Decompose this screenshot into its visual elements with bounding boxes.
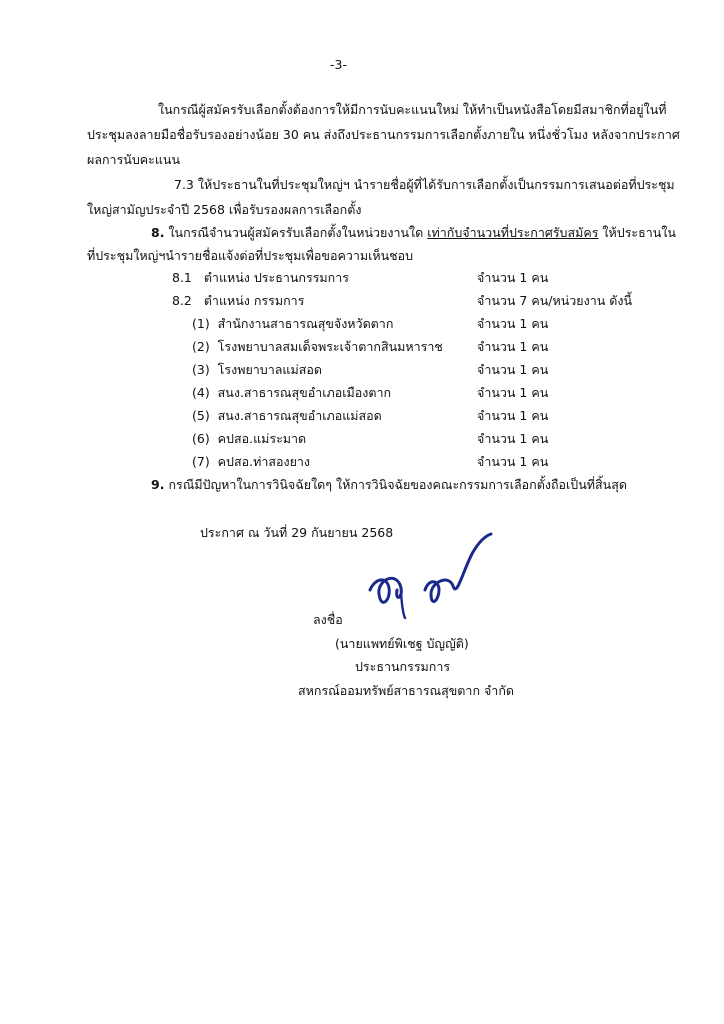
unit-row (192, 314, 393, 334)
position-label: ตำแหน่ง กรรมการ (203, 293, 305, 308)
signer-name: (นายแพทย์พิเชฐ บัญญัติ) (335, 636, 469, 651)
para-8-text-a: ในกรณีจำนวนผู้สมัครรับเลือกตั้งในหน่วยงานใด (168, 225, 424, 240)
para-8-line-1 (151, 223, 676, 243)
para-7-3-line-2: ใหญ่สามัญประจำปี 2568 เพื่อรับรองผลการเลือกตั้ง (87, 202, 362, 217)
unit-no: (5) (192, 408, 210, 423)
announcement-date: ประกาศ ณ วันที่ 29 กันยายน 2568 (200, 525, 394, 540)
intro-line-2: ประชุมลงลายมือชื่อรับรองอย่างน้อย 30 คน ส่งถึงประธานกรรมการเลือกตั้งภายใน หนึ่งชั่วโมง หลังจากประกาศ (87, 127, 680, 142)
unit-no: (4) (192, 385, 210, 400)
unit-name: สนง.สาธารณสุขอำเภอแม่สอด (217, 408, 382, 423)
unit-no: (3) (192, 362, 210, 377)
unit-no: (2) (192, 339, 210, 354)
position-no: 8.1 (172, 270, 192, 285)
unit-count: จำนวน 1 คน (477, 454, 549, 469)
unit-row (192, 406, 382, 426)
position-count: จำนวน 1 คน (477, 270, 549, 285)
handwritten-signature (367, 530, 497, 622)
unit-name: โรงพยาบาลสมเด็จพระเจ้าตากสินมหาราช (217, 339, 443, 354)
intro-line-3: ผลการนับคะแนน (87, 152, 180, 167)
para-9-text: กรณีมีปัญหาในการวินิจฉัยใดๆ ให้การวินิจฉัยของคณะกรรมการเลือกตั้งถือเป็นที่สิ้นสุด (168, 477, 627, 492)
unit-count: จำนวน 1 คน (477, 385, 549, 400)
unit-count: จำนวน 1 คน (477, 408, 549, 423)
unit-name: สนง.สาธารณสุขอำเภอเมืองตาก (217, 385, 392, 400)
unit-row (192, 383, 391, 403)
sign-label: ลงชื่อ (313, 612, 343, 627)
unit-count: จำนวน 1 คน (477, 362, 549, 377)
position-no: 8.2 (172, 293, 192, 308)
unit-row (192, 429, 306, 449)
unit-count: จำนวน 1 คน (477, 316, 549, 331)
para-8-number: 8. (151, 225, 165, 240)
signer-title: ประธานกรรมการ (355, 659, 451, 674)
unit-no: (1) (192, 316, 210, 331)
unit-no: (6) (192, 431, 210, 446)
unit-name: สำนักงานสาธารณสุขจังหวัดตาก (217, 316, 394, 331)
para-8-text-underlined: เท่ากับจำนวนที่ประกาศรับสมัคร (427, 225, 599, 240)
position-label: ตำแหน่ง ประธานกรรมการ (203, 270, 349, 285)
para-7-3-line-1: 7.3 ให้ประธานในที่ประชุมใหญ่ฯ นำรายชื่อผู้ที่ได้รับการเลือกตั้งเป็นกรรมการเสนอต่อที่ประชุม (174, 177, 675, 192)
para-9 (151, 475, 627, 495)
unit-name: คปสอ.แม่ระมาด (217, 431, 307, 446)
unit-name: โรงพยาบาลแม่สอด (217, 362, 322, 377)
unit-row (192, 360, 322, 380)
unit-count: จำนวน 1 คน (477, 431, 549, 446)
para-8-text-b: ให้ประธานใน (602, 225, 676, 240)
para-8-line-2: ที่ประชุมใหญ่ฯนำรายชื่อแจ้งต่อที่ประชุมเพื่อขอความเห็นชอบ (87, 248, 414, 263)
unit-name: คปสอ.ท่าสองยาง (217, 454, 311, 469)
intro-line-1: ในกรณีผู้สมัครรับเลือกตั้งต้องการให้มีการนับคะแนนใหม่ ให้ทำเป็นหนังสือโดยมีสมาชิกที่อยู่ในที่ (158, 102, 667, 117)
position-count: จำนวน 7 คน/หน่วยงาน ดังนี้ (477, 293, 633, 308)
unit-no: (7) (192, 454, 210, 469)
unit-count: จำนวน 1 คน (477, 339, 549, 354)
unit-row (192, 337, 443, 357)
unit-row (192, 452, 310, 472)
organization-name: สหกรณ์ออมทรัพย์สาธารณสุขตาก จำกัด (298, 683, 515, 698)
para-9-number: 9. (151, 477, 165, 492)
page-number: -3- (330, 57, 347, 72)
position-row (172, 268, 349, 288)
position-row (172, 291, 304, 311)
